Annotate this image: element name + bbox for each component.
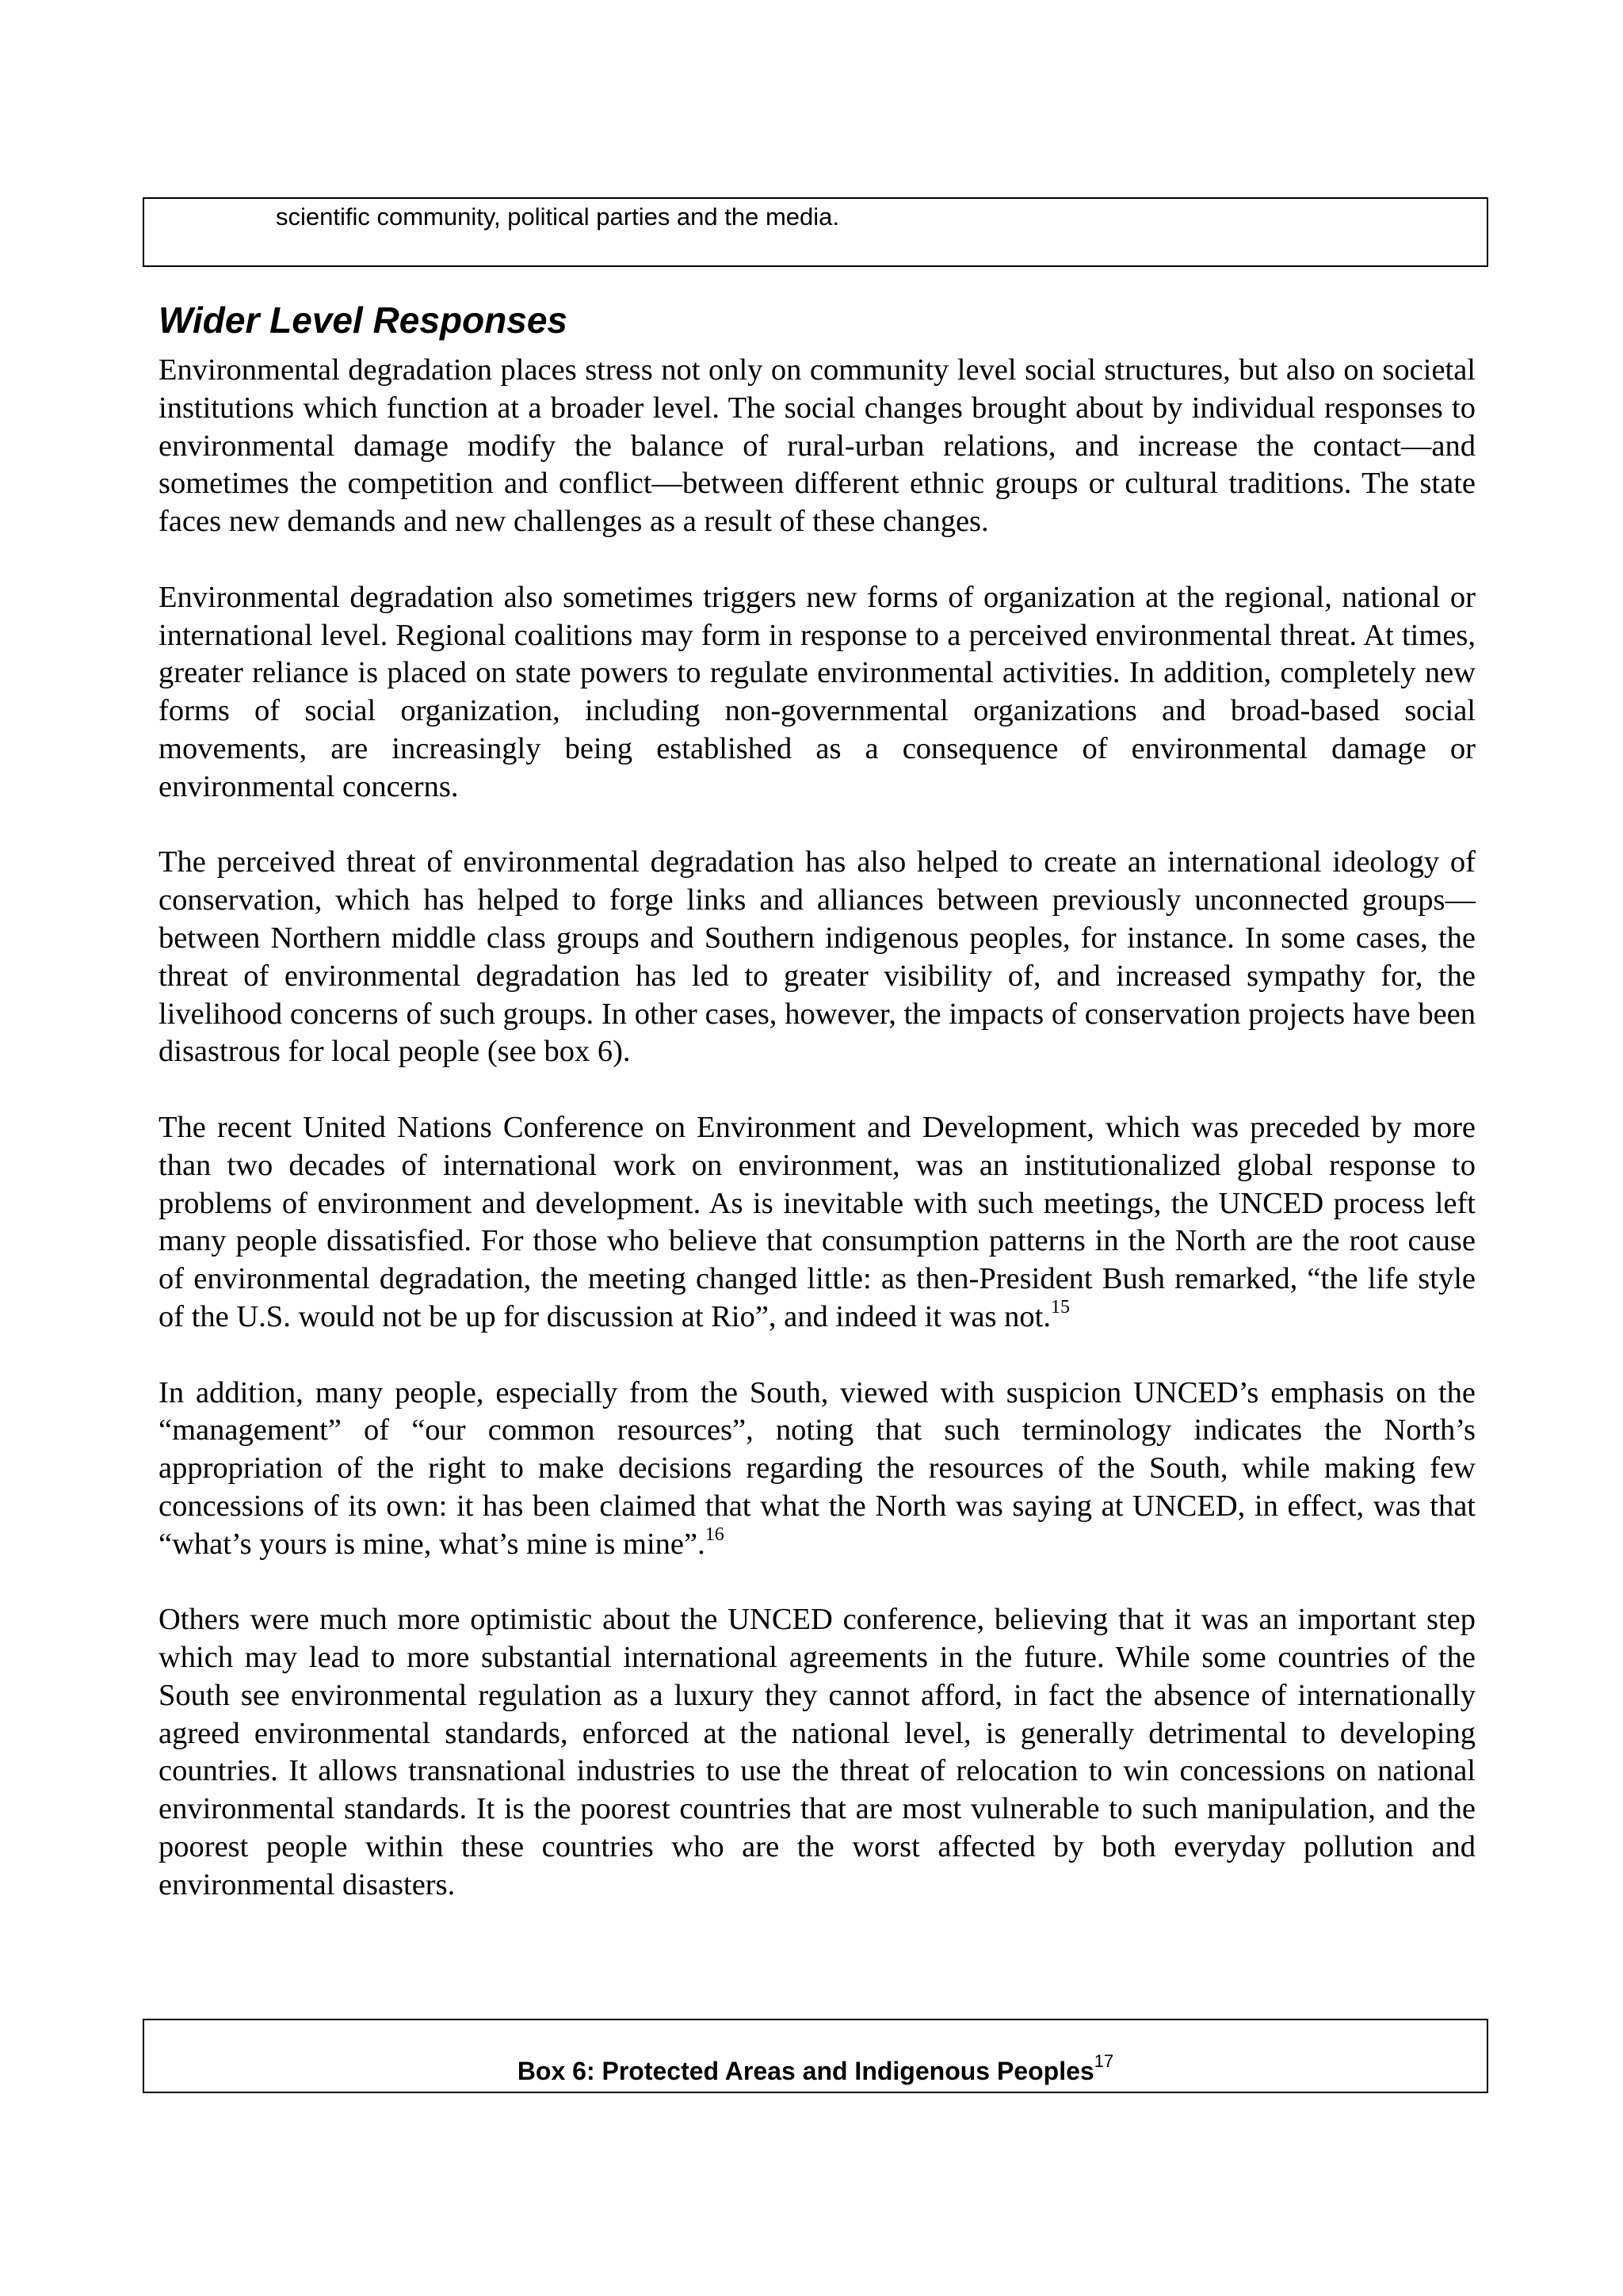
paragraph-1-text: Environmental degradation places stress not only on community level social structures, but also on societal institutions which function at a broader level. The social changes brought about by individual responses to environmental damage modify the balance of rural-urban relations, and increase the contact—and sometimes the competition and conflict—between different ethnic groups or cultural traditions. The state faces new demands and new challenges as a result of these changes. [158,353,1476,539]
paragraph-4 [158,1109,1476,1337]
box-6-title-text: Box 6: Protected Areas and Indigenous Peoples [517,2057,1094,2085]
paragraph-3-text: The perceived threat of environmental degradation has also helped to create an international ideology of conservation, which has helped to forge links and alliances between previously unconnected groups—between Northern middle class groups and Southern indigenous peoples, for instance. In some cases, the threat of environmental degradation has led to greater visibility of, and increased sympathy for, the livelihood concerns of such groups. In other cases, however, the impacts of conservation projects have been disastrous for local people (see box 6). [158,845,1476,1069]
paragraph-1 [158,352,1476,541]
box-6-title [144,2051,1487,2087]
paragraph-3 [158,844,1476,1071]
paragraph-4-text: The recent United Nations Conference on Environment and Development, which was preceded by more than two decades of international work on environment, was an institutionalized global response to problems of environment and development. As is inevitable with such meetings, the UNCED process left many people dissatisfied. For those who believe that consumption patterns in the North are the root cause of environmental degradation, the meeting changed little: as then-President Bush remarked, “the life style of the U.S. would not be up for discussion at Rio”, and indeed it was not. [158,1110,1476,1333]
paragraph-2 [158,579,1476,807]
box-6 [143,2019,1488,2093]
paragraph-5-text: In addition, many people, especially from the South, viewed with suspicion UNCED’s emphasis on the “management” of “our common resources”, noting that such terminology indicates the North’s appropriation of the right to make decisions regarding the resources of the South, while making few concessions of its own: it has been claimed that what the North was saying at UNCED, in effect, was that “what’s yours is mine, what’s mine is mine”. [158,1375,1476,1561]
footnote-ref-17[interactable]: 17 [1094,2051,1114,2071]
footnote-ref-15[interactable]: 15 [1050,1296,1070,1318]
section-body [158,352,1476,1905]
footnote-ref-16[interactable]: 16 [705,1524,724,1545]
continued-box [143,197,1488,267]
paragraph-2-text: Environmental degradation also sometimes triggers new forms of organization at the regional, national or international level. Regional coalitions may form in response to a perceived environmental threat. At times, greater reliance is placed on state powers to regulate environmental activities. In addition, completely new forms of social organization, including non-governmental organizations and broad-based social movements, are increasingly being established as a consequence of environmental damage or environmental concerns. [158,580,1476,803]
paragraph-6-text: Others were much more optimistic about the UNCED conference, believing that it was an important step which may lead to more substantial international agreements in the future. While some countries of the South see environmental regulation as a luxury they cannot afford, in fact the absence of internationally agreed environmental standards, enforced at the national level, is generally detrimental to developing countries. It allows transnational industries to use the threat of relocation to win concessions on national environmental standards. It is the poorest countries that are most vulnerable to such manipulation, and the poorest people within these countries who are the worst affected by both everyday pollution and environmental disasters. [158,1603,1476,1901]
paragraph-5 [158,1375,1476,1564]
continued-box-text: scientific community, political parties and the media. [276,203,840,231]
section-heading: Wider Level Responses [158,299,567,341]
paragraph-6 [158,1601,1476,1904]
